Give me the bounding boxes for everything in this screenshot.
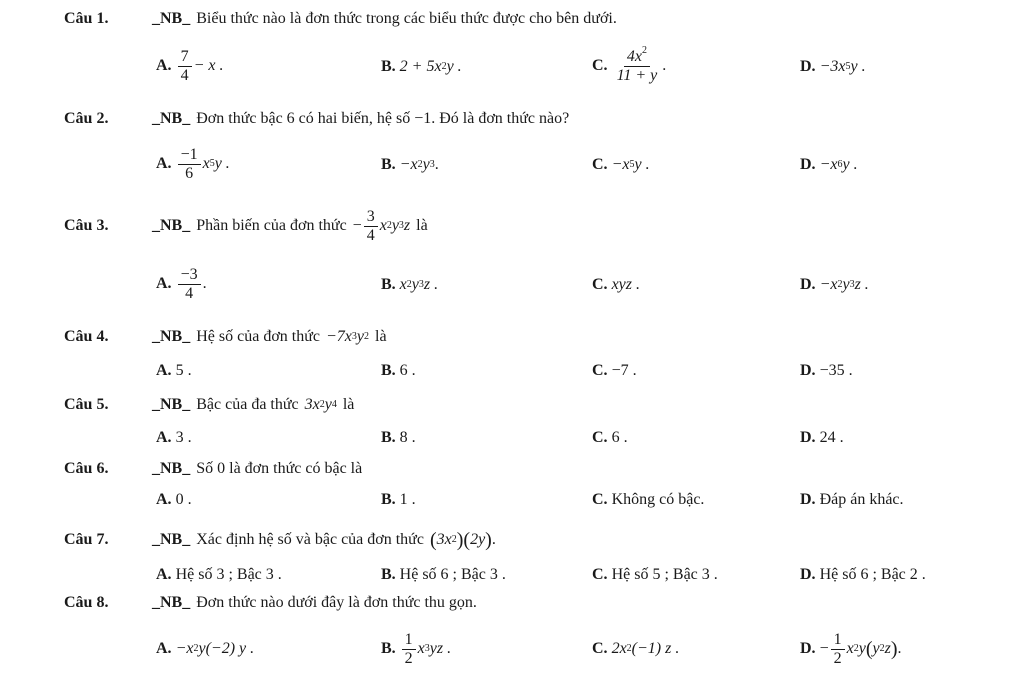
question-number: Câu 6.	[64, 460, 109, 477]
fraction	[178, 146, 201, 183]
nb-tag: _NB_	[152, 328, 191, 345]
expression-tail: y .	[850, 58, 866, 75]
option-1a[interactable]	[156, 46, 223, 86]
question-number: Câu 7.	[64, 531, 109, 548]
option-1d[interactable]: D. −3x 5 y .	[800, 58, 866, 75]
nb-tag: _NB_	[152, 10, 191, 27]
option-6c[interactable]	[592, 485, 704, 515]
option-label: C.	[592, 491, 608, 508]
option-label: C.	[592, 640, 608, 657]
denominator: 4	[366, 226, 375, 244]
option-7d[interactable]	[800, 560, 926, 590]
expression: −x	[399, 156, 418, 173]
option-7a[interactable]	[156, 560, 282, 590]
option-5d[interactable]	[800, 423, 844, 453]
option-text: Không có bậc.	[611, 491, 705, 508]
expression-tail: y(−2) y .	[198, 640, 255, 657]
option-text: Hệ số 5 ; Bậc 3 .	[611, 566, 718, 583]
expression: − x .	[193, 57, 224, 74]
option-text: Hệ số 6 ; Bậc 3 .	[399, 566, 506, 583]
denominator: 4	[185, 284, 194, 302]
expression: 3x	[304, 396, 320, 413]
option-text: 0 .	[175, 491, 192, 508]
question-number: Câu 5.	[64, 396, 109, 413]
question-tail: là	[342, 396, 355, 413]
fraction	[178, 266, 201, 303]
option-label: D.	[800, 156, 816, 173]
numerator: −1	[178, 146, 201, 165]
option-label: D.	[800, 491, 816, 508]
option-label: B.	[381, 566, 396, 583]
question-text: Phần biến của đơn thức	[196, 217, 347, 234]
numerator: 7	[178, 48, 192, 67]
option-7c[interactable]	[592, 560, 718, 590]
question-text: Xác định hệ số và bậc của đơn thức	[196, 531, 424, 548]
option-text: 24 .	[819, 429, 844, 446]
option-label: D.	[800, 362, 816, 379]
expression: −7x	[326, 328, 352, 345]
option-3c[interactable]	[592, 270, 640, 300]
option-label: D.	[800, 276, 816, 293]
question-text: Số 0 là đơn thức có bậc là	[196, 460, 363, 477]
option-label: A.	[156, 362, 172, 379]
option-label: A.	[156, 57, 172, 74]
option-5a[interactable]	[156, 423, 192, 453]
option-3a[interactable]: A. $\frac{-3}{4}$ .	[156, 265, 207, 302]
option-8b[interactable]: B. $\frac{1}{2}$ x 3 yz .	[381, 630, 452, 667]
fraction	[364, 208, 378, 245]
option-4c[interactable]	[592, 356, 637, 386]
option-1c[interactable]: C. $\frac{4x^2}{11 + y}$ .	[592, 44, 667, 84]
option-label: B.	[381, 156, 396, 173]
question-number: Câu 2.	[64, 110, 109, 127]
fraction: $\frac{4x^2}{11 + y}$	[614, 48, 661, 85]
option-label: A.	[156, 275, 172, 292]
option-4a[interactable]	[156, 356, 192, 386]
option-7b[interactable]	[381, 560, 506, 590]
nb-tag: _NB_	[152, 396, 191, 413]
option-5b[interactable]	[381, 423, 416, 453]
expression-tail: (−1) z .	[631, 640, 680, 657]
option-3d[interactable]: D. −x 2 y 3 z .	[800, 276, 869, 293]
option-2c[interactable]: C. −x 5 y .	[592, 156, 650, 173]
option-2b[interactable]: B. −x 2 y 3 .	[381, 156, 439, 173]
question-text: Hệ số của đơn thức	[196, 328, 320, 345]
option-label: C.	[592, 566, 608, 583]
question-text: Đơn thức bậc 6 có hai biến, hệ số −1. Đó là đơn thức nào?	[196, 110, 570, 127]
option-8a[interactable]: A. −x 2 y(−2) y .	[156, 640, 255, 657]
question-number: Câu 4.	[64, 328, 109, 345]
question-text: Bậc của đa thức	[196, 396, 299, 413]
option-8d[interactable]: D. − $\frac{1}{2}$ x 2 y ( y 2 z ) .	[800, 630, 902, 667]
option-label: C.	[592, 429, 608, 446]
option-label: B.	[381, 362, 396, 379]
option-label: C.	[592, 57, 608, 74]
denominator: 4	[180, 66, 189, 84]
denominator: 6	[185, 164, 194, 182]
option-label: C.	[592, 362, 608, 379]
option-label: C.	[592, 156, 608, 173]
denominator: 2	[404, 649, 413, 667]
option-label: B.	[381, 491, 396, 508]
fraction	[402, 631, 416, 668]
option-4d[interactable]	[800, 356, 853, 386]
option-text: 6 .	[611, 429, 628, 446]
option-1b[interactable]: B. 2 + 5x 2 y .	[381, 58, 462, 75]
option-text: 1 .	[399, 491, 416, 508]
expression-tail: y .	[214, 155, 230, 172]
denominator: 11 + y	[616, 66, 658, 84]
numerator: −3	[178, 266, 201, 285]
question-number: Câu 1.	[64, 10, 109, 27]
option-6a[interactable]	[156, 485, 192, 515]
option-label: A.	[156, 640, 172, 657]
question-number: Câu 8.	[64, 594, 109, 611]
expression: −3x	[819, 58, 846, 75]
worksheet: Câu 1. _NB_ Biểu thức nào là đơn thức trong các biểu thức được cho bên dưới. A. $\frac{7}{4}$ − x . B. 2 + 5x 2 y . C. $\frac{4x^2}{11 + y}$ . D. −3x 5 y . Câu 2. _NB_ Đơn thức bậc 6 có hai biến, hệ số −1. Đó là đơn thức nào? A. $\frac{-1}{6}$ x 5 y . B. −x 2 y 3 . C. −x 5 y . D. −x 6 y . Câu 3. _NB_ Phần biến của đơn thức − $\frac{3}{4}$ x 2 y 3 z là A. $\frac{-3}{4}$ . B. x 2 y 3 z . C. xyz . D. −x 2 y 3 z . Câu 4. _NB_ Hệ số của đơn thức −7x 3 y 2 là A. 5 . B. 6 . C. −7 . D. −35 . Câu 5. _NB_ Bậc của đa thức 3x 2 y 4 là A. 3 . B. 8 . C. 6 . D. 24 . Câu 6. _NB_ Số 0 là đơn thức có bậc là A. 0 . B. 1 . C. Không có bậc. D. Đáp án khác. Câu 7. _NB_ Xác định hệ số và bậc của đơn thức ( 3x 2 )( 2y ) . A. Hệ số 3 ; Bậc 3 . B. Hệ số 6 ; Bậc 3 . C. Hệ số 5 ; Bậc 3 . D. Hệ số 6 ; Bậc 2 . Câu 8. _NB_ Đơn thức nào dưới đây là đơn thức thu gọn. A. −x 2 y(−2) y . B. $\frac{1}{2}$ x 3 yz . C. 2x 2 (−1) z . D. − $\frac{1}{2}$ x 2 y ( y 2 z ) .	[0, 0, 1024, 680]
option-text: −35 .	[819, 362, 853, 379]
option-text: Hệ số 6 ; Bậc 2 .	[819, 566, 926, 583]
option-text: −7 .	[611, 362, 637, 379]
numerator: 1	[831, 631, 845, 650]
question-text: Đơn thức nào dưới đây là đơn thức thu gọn.	[196, 594, 477, 611]
nb-tag: _NB_	[152, 531, 191, 548]
numerator: 1	[402, 631, 416, 650]
expression: −x	[819, 156, 838, 173]
option-text: Đáp án khác.	[819, 491, 904, 508]
question-number: Câu 3.	[64, 217, 109, 234]
option-text: 8 .	[399, 429, 416, 446]
option-6d[interactable]	[800, 485, 904, 515]
option-label: D.	[800, 429, 816, 446]
nb-tag: _NB_	[152, 217, 191, 234]
denominator: 2	[833, 649, 842, 667]
option-5c[interactable]	[592, 423, 628, 453]
option-6b[interactable]	[381, 485, 416, 515]
question-text: Biểu thức nào là đơn thức trong các biểu thức được cho bên dưới.	[196, 10, 617, 27]
expression-tail: y .	[446, 58, 462, 75]
option-label: B.	[381, 429, 396, 446]
option-8c[interactable]: C. 2x 2 (−1) z .	[592, 640, 680, 657]
option-2a[interactable]: A. $\frac{-1}{6}$ x 5 y .	[156, 145, 230, 182]
nb-tag: _NB_	[152, 110, 191, 127]
option-3b[interactable]: B. x 2 y 3 z .	[381, 276, 439, 293]
question-tail: là	[375, 328, 387, 345]
numerator: 3	[364, 208, 378, 227]
expression: −x	[611, 156, 630, 173]
expression: xyz .	[611, 276, 640, 293]
option-text: 3 .	[175, 429, 192, 446]
option-label: B.	[381, 276, 396, 293]
option-text: 5 .	[175, 362, 192, 379]
nb-tag: _NB_	[152, 460, 191, 477]
fraction	[178, 48, 192, 85]
option-2d[interactable]: D. −x 6 y .	[800, 156, 858, 173]
option-label: A.	[156, 429, 172, 446]
nb-tag: _NB_	[152, 594, 191, 611]
fraction	[831, 631, 845, 668]
option-text: 6 .	[399, 362, 416, 379]
option-label: A.	[156, 491, 172, 508]
option-text: Hệ số 3 ; Bậc 3 .	[175, 566, 282, 583]
option-4b[interactable]	[381, 356, 416, 386]
option-label: C.	[592, 276, 608, 293]
option-label: D.	[800, 58, 816, 75]
option-label: B.	[381, 58, 396, 75]
expression: 2x	[611, 640, 627, 657]
question-tail: là	[416, 217, 428, 234]
expression: 2 + 5x	[399, 58, 442, 75]
option-label: A.	[156, 566, 172, 583]
expression: −x	[175, 640, 194, 657]
option-label: D.	[800, 640, 816, 657]
option-label: B.	[381, 640, 396, 657]
option-label: D.	[800, 566, 816, 583]
numerator: 4x	[626, 47, 642, 65]
option-label: A.	[156, 155, 172, 172]
